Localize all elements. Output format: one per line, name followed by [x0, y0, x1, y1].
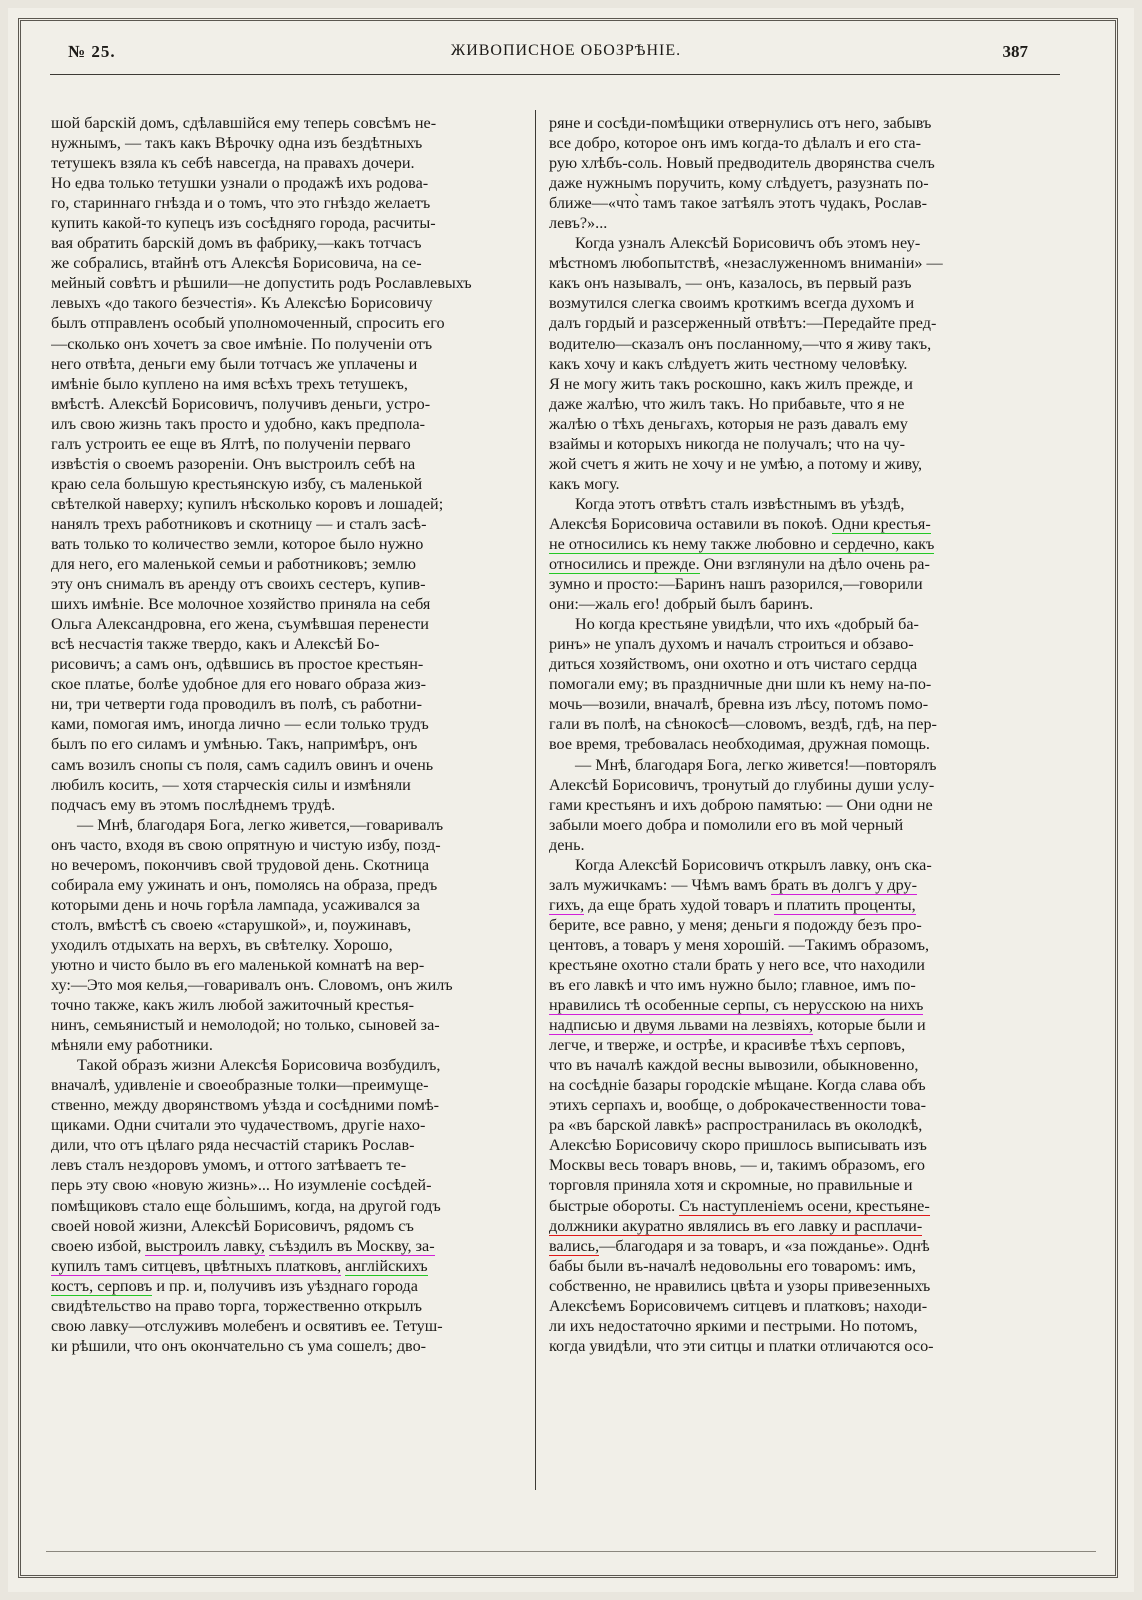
right-paragraph-5	[549, 755, 1023, 855]
text-line: ближе—«что̀ тамъ такое затѣялъ этотъ чудакъ, Рослав-	[549, 194, 927, 213]
text-line: собирала ему ужинать и онъ, помолясь на образа, предъ	[51, 875, 438, 894]
right-p3-line-3	[549, 534, 1023, 554]
text-line: вначалѣ, удивленіе и своеобразные толки—преимуще-	[51, 1076, 429, 1095]
text-line: своей новой жизни, Алексѣй Борисовичъ, рядомъ съ	[51, 1216, 414, 1235]
text-line: вмѣстѣ. Алексѣй Борисовичъ, получивъ деньги, устро-	[51, 394, 431, 413]
text-line: перь эту свою «новую жизнь»... Но изумленіе сосѣдей-	[51, 1176, 432, 1195]
text-line: краю села большую крестьянскую избу, съ маленькой	[51, 474, 423, 493]
text-line: вать только то количество земли, которое было нужно	[51, 534, 424, 553]
text-line: этихъ серпахъ и, вообще, о доброкачественности това-	[549, 1096, 926, 1115]
bottom-rule	[46, 1551, 1096, 1552]
right-p6-line-1: Когда Алексѣй Борисовичъ открылъ лавку, онъ ска-	[575, 855, 932, 874]
text-line: Такой образъ жизни Алексѣя Борисовича возбудилъ,	[77, 1056, 441, 1075]
highlight-autumn-1: Съ наступленіемъ осени, крестьяне-	[679, 1196, 930, 1215]
text-line: столъ, вмѣстѣ съ своею «старушкой», и, поужинавъ,	[51, 915, 412, 934]
text-line: Алексѣемъ Борисовичемъ ситцевъ и платковъ; находи-	[549, 1296, 928, 1315]
highlight-autumn-3: вались,	[549, 1236, 600, 1255]
text-line: день.	[549, 835, 585, 854]
left-marked-line-3: костъ, серповъ и пр. и, получивъ изъ уѣзднаго города	[51, 1276, 418, 1295]
highlight-sickles-1: нравились тѣ особенные серпы, съ нерусскою на нихъ	[549, 996, 924, 1015]
text-line: ками, помогая имъ, иногда лично — если только трудъ	[51, 715, 429, 734]
column-divider	[535, 110, 536, 1490]
text-line: даже жалѣю, что жилъ такъ. Но прибавьте, что я не	[549, 394, 905, 413]
highlight-english: англійскихъ	[345, 1256, 428, 1275]
text-line: помогали ему; въ праздничные дни шли къ нему на-по-	[549, 675, 932, 694]
text-line: рисовичъ; а самъ онъ, одѣвшись въ простое крестьян-	[51, 655, 424, 674]
text-line: забыли моего добра и помолили его въ мой черный	[549, 815, 904, 834]
text-line: Москвы весь товаръ вновь, — и, такимъ образомъ, его	[549, 1156, 926, 1175]
left-paragraph-3	[51, 1055, 525, 1235]
text-line: свѣтелкой наверху; купилъ нѣсколько коровъ и лошадей;	[51, 494, 444, 513]
highlight-peasants-3: относились и прежде.	[549, 555, 700, 574]
highlight-peasants-1: Одни крестья-	[831, 514, 931, 533]
right-paragraph-1	[549, 113, 1023, 233]
highlight-bought-calico: купилъ тамъ ситцевъ, цвѣтныхъ платковъ,	[51, 1256, 342, 1275]
text-line: левъ?»...	[549, 214, 608, 233]
highlight-scythes-sickles: костъ, серповъ	[51, 1276, 153, 1295]
text-line: Алексѣю Борисовичу скоро пришлось выписывать изъ	[549, 1136, 927, 1155]
text-line: галъ устроить ее еще въ Ялтѣ, по полученіи перваго	[51, 434, 411, 453]
left-paragraph-3-end	[51, 1296, 525, 1356]
text-line: ственно, между дворянствомъ уѣзда и сосѣдними помѣ-	[51, 1096, 440, 1115]
right-p6-line-18: быстрые обороты. Съ наступленіемъ осени, крестьяне-	[549, 1196, 930, 1215]
text-line: Ольга Александровна, его жена, съумѣвшая перенести	[51, 615, 429, 634]
text-line: уходилъ отдыхать на верхъ, въ свѣтелку. Хорошо,	[51, 935, 393, 954]
text-line: далъ гордый и разсерженный отвѣтъ:—Передайте пред-	[549, 314, 937, 333]
text-line: мейный совѣтъ и рѣшили—не допустить родъ Рославлевыхъ	[51, 274, 472, 293]
text-line: крестьяне охотно стали брать у него все, что находили	[549, 955, 925, 974]
text-line: ское платье, болѣе удобное для его новаго образа жиз-	[51, 675, 427, 694]
text-line: мѣстномъ любопытствѣ, «незаслуженномъ вниманіи» —	[549, 254, 943, 273]
highlight-peasants-2: не относились къ нему также любовно и сердечно, какъ	[549, 534, 935, 553]
right-p3-line-2: Алексѣя Борисовича оставили въ покоѣ. Одни крестья-	[549, 514, 931, 533]
text-line: извѣстія о своемъ разореніи. Онъ выстроилъ себѣ на	[51, 454, 416, 473]
text-line: рую хлѣбъ-соль. Новый предводитель дворянства счелъ	[549, 154, 935, 173]
text-line: какъ онъ называлъ, — онъ, казалось, въ первый разъ	[549, 274, 912, 293]
text-line: центовъ, а товаръ у меня хорошій. —Такимъ образомъ,	[549, 935, 930, 954]
highlight-sickles-2: надписью и двумя львами на лезвіяхъ,	[549, 1016, 814, 1035]
text-line: шихъ имѣніе. Все молочное хозяйство приняла на себя	[51, 595, 431, 614]
text-line: былъ по его силамъ и умѣнью. Такъ, напримѣръ, онъ	[51, 735, 418, 754]
text-line: собственно, не нравились цвѣта и узоры привезенныхъ	[549, 1276, 931, 1295]
text-line: возмутился слегка своимъ кроткимъ всегда духомъ и	[549, 294, 915, 313]
text-line: ряне и сосѣди-помѣщики отвернулись отъ него, забывъ	[549, 114, 932, 132]
page-number: 387	[1002, 42, 1028, 61]
text-line: Но когда крестьяне увидѣли, что ихъ «добрый ба-	[575, 615, 919, 634]
right-p3-line-1: Когда этотъ отвѣтъ сталъ извѣстнымъ въ уѣздѣ,	[575, 494, 905, 513]
highlight-went-to-moscow: съѣздилъ въ Москву, за-	[268, 1236, 435, 1255]
text-line: которыми день и ночь горѣла лампада, усаживался за	[51, 895, 420, 914]
text-line: какъ могу.	[549, 474, 620, 493]
text-line: эту онъ снималъ въ аренду отъ своихъ сестеръ, купив-	[51, 575, 426, 594]
text-line: илъ свою жизнь такъ просто и удобно, какъ предпола-	[51, 414, 426, 433]
text-line: нинъ, семьянистый и немолодой; но только, сыновей за-	[51, 1016, 440, 1035]
text-line: —сколько онъ хочетъ за свое имѣніе. По полученіи отъ	[51, 334, 433, 353]
text-line: свою лавку—отслуживъ молебенъ и освятивъ ее. Тетуш-	[51, 1316, 443, 1335]
text-line: любилъ косить, — хотя старческія силы и измѣняли	[51, 775, 411, 794]
text-line: жой счетъ я жить не хочу и не умѣю, а потому и живу,	[549, 454, 923, 473]
text-line: былъ отправленъ особый уполномоченный, спросить его	[51, 314, 445, 333]
text-line: жалѣю о тѣхъ деньгахъ, которыя не разъ давалъ ему	[549, 414, 908, 433]
text-line: для него, его маленькой семьи и работниковъ; землю	[51, 555, 416, 574]
text-line: легче, и тверже, и острѣе, и красивѣе тѣхъ серповъ,	[549, 1036, 906, 1055]
text-line: — Мнѣ, благодаря Бога, легко живется!—повторялъ	[575, 755, 937, 774]
text-line: ки рѣшили, что онъ окончательно съ ума сошелъ; дво-	[51, 1336, 427, 1355]
highlight-built-shop: выстроилъ лавку,	[145, 1236, 265, 1255]
highlight-borrow-1: брать въ долгъ у дру-	[770, 875, 918, 894]
text-line: купить какой-то купецъ изъ сосѣдняго города, расчиты-	[51, 214, 436, 233]
right-paragraph-2	[549, 233, 1023, 494]
text-line: на сосѣдніе базары городскіе мѣщане. Когда слава объ	[549, 1076, 926, 1095]
text-line: но вечеромъ, покончивъ свой трудовой день. Скотница	[51, 855, 430, 874]
text-line: бабы были въ-началѣ недовольны его товаромъ: имъ,	[549, 1256, 916, 1275]
text-line: мѣняли ему работники.	[51, 1036, 213, 1055]
right-p6-line-19	[549, 1216, 1023, 1236]
text-line: ли ихъ недостаточно яркими и пестрыми. Но потомъ,	[549, 1316, 918, 1335]
text-line: Алексѣй Борисовичъ, тронутый до глубины души услу-	[549, 775, 935, 794]
text-line: мочь—возили, вначалѣ, бревна изъ лѣсу, потомъ помо-	[549, 695, 929, 714]
right-p6-line-20: вались,—благодаря и за товаръ, и «за пожданье». Однѣ	[549, 1236, 930, 1255]
page-header	[46, 36, 1086, 66]
highlight-autumn-2: должники акуратно являлись въ его лавку и расплачи-	[549, 1216, 923, 1235]
right-column	[549, 113, 1023, 1356]
right-paragraph-4	[549, 614, 1023, 754]
text-line: вая обратить барскій домъ въ фабрику,—какъ тотчасъ	[51, 234, 422, 253]
text-line: Я не могу жить такъ роскошно, какъ жилъ прежде, и	[549, 374, 913, 393]
text-line: щиками. Одни считали это чудачествомъ, другіе нахо-	[51, 1116, 426, 1135]
right-paragraph-3-end	[549, 574, 1023, 614]
text-line: въ его лавкѣ и что имъ нужно было; главное, имъ по-	[549, 976, 916, 995]
text-line: Когда узналъ Алексѣй Борисовичъ объ этомъ неу-	[575, 234, 921, 253]
text-line: Но едва только тетушки узнали о продажѣ ихъ родова-	[51, 174, 429, 193]
text-line: ринъ» не упалъ духомъ и началъ строиться и обзаво-	[549, 635, 914, 654]
text-line: вое время, требовалась необходимая, дружная помощь.	[549, 735, 930, 754]
text-line: свидѣтельство на право торга, торжественно открылъ	[51, 1296, 422, 1315]
text-line: онъ часто, входя въ свою опрятную и чистую избу, позд-	[51, 835, 441, 854]
text-line: него отвѣта, деньги ему были тотчасъ же уплачены и	[51, 354, 418, 373]
text-line: точно также, какъ жилъ любой зажиточный крестья-	[51, 996, 415, 1015]
text-line: — Мнѣ, благодаря Бога, легко живется,—говаривалъ	[77, 815, 444, 834]
text-line: взаймы и которыхъ никогда не получалъ; что на чу-	[549, 434, 905, 453]
text-line: нанялъ трехъ работниковъ и скотницу — и сталъ засѣ-	[51, 514, 427, 533]
left-marked-line-2	[51, 1256, 525, 1276]
text-line: они:—жаль его! добрый былъ баринъ.	[549, 595, 814, 614]
text-line: тетушекъ взяла къ себѣ навсегда, на правахъ дочери.	[51, 154, 415, 173]
text-line: ра «въ барской лавкѣ» распространилась въ околодкѣ,	[549, 1116, 923, 1135]
text-line: ни, три четверти года проводилъ въ полѣ, съ работни-	[51, 695, 422, 714]
text-line: какъ хочу и какъ слѣдуетъ жить честному человѣку.	[549, 354, 908, 373]
right-p6-line-3: гихъ, да еще брать худой товаръ и платить проценты,	[549, 895, 916, 914]
left-paragraph-2	[51, 815, 525, 1056]
publication-title: ЖИВОПИСНОЕ ОБОЗРѢНІЕ.	[450, 42, 682, 59]
issue-number: № 25.	[68, 42, 116, 61]
text-line: ху:—Это моя келья,—говаривалъ онъ. Словомъ, онъ жилъ	[51, 976, 453, 995]
left-marked-line-1: своею избой, выстроилъ лавку, съѣздилъ въ Москву, за-	[51, 1236, 435, 1255]
text-line: гали въ полѣ, на сѣнокосѣ—словомъ, вездѣ, гдѣ, на пер-	[549, 715, 937, 734]
text-line: когда увидѣли, что эти ситцы и платки отличаются осо-	[549, 1336, 934, 1355]
text-line: что въ началѣ каждой весны вывозили, обыкновенно,	[549, 1056, 919, 1075]
right-p6-line-2: залъ мужичкамъ: — Чѣмъ вамъ брать въ долгъ у дру-	[549, 875, 918, 894]
text-line: шой барскій домъ, сдѣлавшійся ему теперь совсѣмъ не-	[51, 114, 437, 132]
right-p3-line-4: относились и прежде. Они взглянули на дѣло очень ра-	[549, 555, 930, 574]
text-line: самъ возилъ снопы съ поля, самъ садилъ овинъ и очень	[51, 755, 434, 774]
right-paragraph-6-end	[549, 1256, 1023, 1356]
highlight-borrow-2: гихъ,	[549, 895, 585, 914]
right-p6-line-9: надписью и двумя львами на лезвіяхъ, которые были и	[549, 1016, 926, 1035]
text-line: торговля приняла хотя и скромные, но правильные и	[549, 1176, 913, 1195]
left-paragraph-1	[51, 113, 525, 815]
header-rule	[50, 74, 1060, 75]
highlight-interest: и платить проценты,	[773, 895, 916, 914]
text-line: гами крестьянъ и ихъ доброю памятью: — Они одни не	[549, 795, 933, 814]
newspaper-page	[8, 8, 1134, 1592]
text-line: берите, все равно, у меня; деньги я подожду безъ про-	[549, 915, 922, 934]
text-line: уютно и чисто было въ его маленькой комнатѣ на вер-	[51, 955, 425, 974]
right-paragraph-6-mid	[549, 915, 1023, 995]
text-line: подчасъ ему въ этомъ послѣднемъ трудѣ.	[51, 795, 336, 814]
right-paragraph-6-rest	[549, 1035, 1023, 1195]
text-line: го, стариннаго гнѣзда и о томъ, что это гнѣздо желаетъ	[51, 194, 431, 213]
text-line: левъ сталъ нездоровъ умомъ, и оттого затѣваетъ те-	[51, 1156, 407, 1175]
right-p6-line-8	[549, 995, 1023, 1015]
text-line: всѣ несчастія также твердо, какъ и Алексѣй Бо-	[51, 635, 380, 654]
text-line: же собрались, втайнѣ отъ Алексѣя Борисовича, на се-	[51, 254, 422, 273]
left-column	[51, 113, 525, 1356]
text-line: диться хозяйствомъ, они охотно и отъ чистаго сердца	[549, 655, 918, 674]
text-line: нужнымъ, — такъ какъ Вѣрочку одна изъ бездѣтныхъ	[51, 134, 423, 153]
text-line: все добро, которое онъ имъ когда-то дѣлалъ и его ста-	[549, 134, 922, 153]
text-line: помѣщиковъ стало еще бо̀льшимъ, когда, на другой годъ	[51, 1196, 441, 1215]
text-line: левыхъ «до такого безчестія». Къ Алексѣю Борисовичу	[51, 294, 433, 313]
text-line: дили, что отъ цѣлаго ряда несчастій старикъ Рослав-	[51, 1136, 415, 1155]
text-line: имѣніе было куплено на имя всѣхъ трехъ тетушекъ,	[51, 374, 408, 393]
text-line: даже нужнымъ поручить, кому слѣдуетъ, разузнать по-	[549, 174, 929, 193]
text-line: водителю—сказалъ онъ посланному,—что я живу такъ,	[549, 334, 932, 353]
text-line: зумно и просто:—Баринъ нашъ разорился,—говорили	[549, 575, 923, 594]
